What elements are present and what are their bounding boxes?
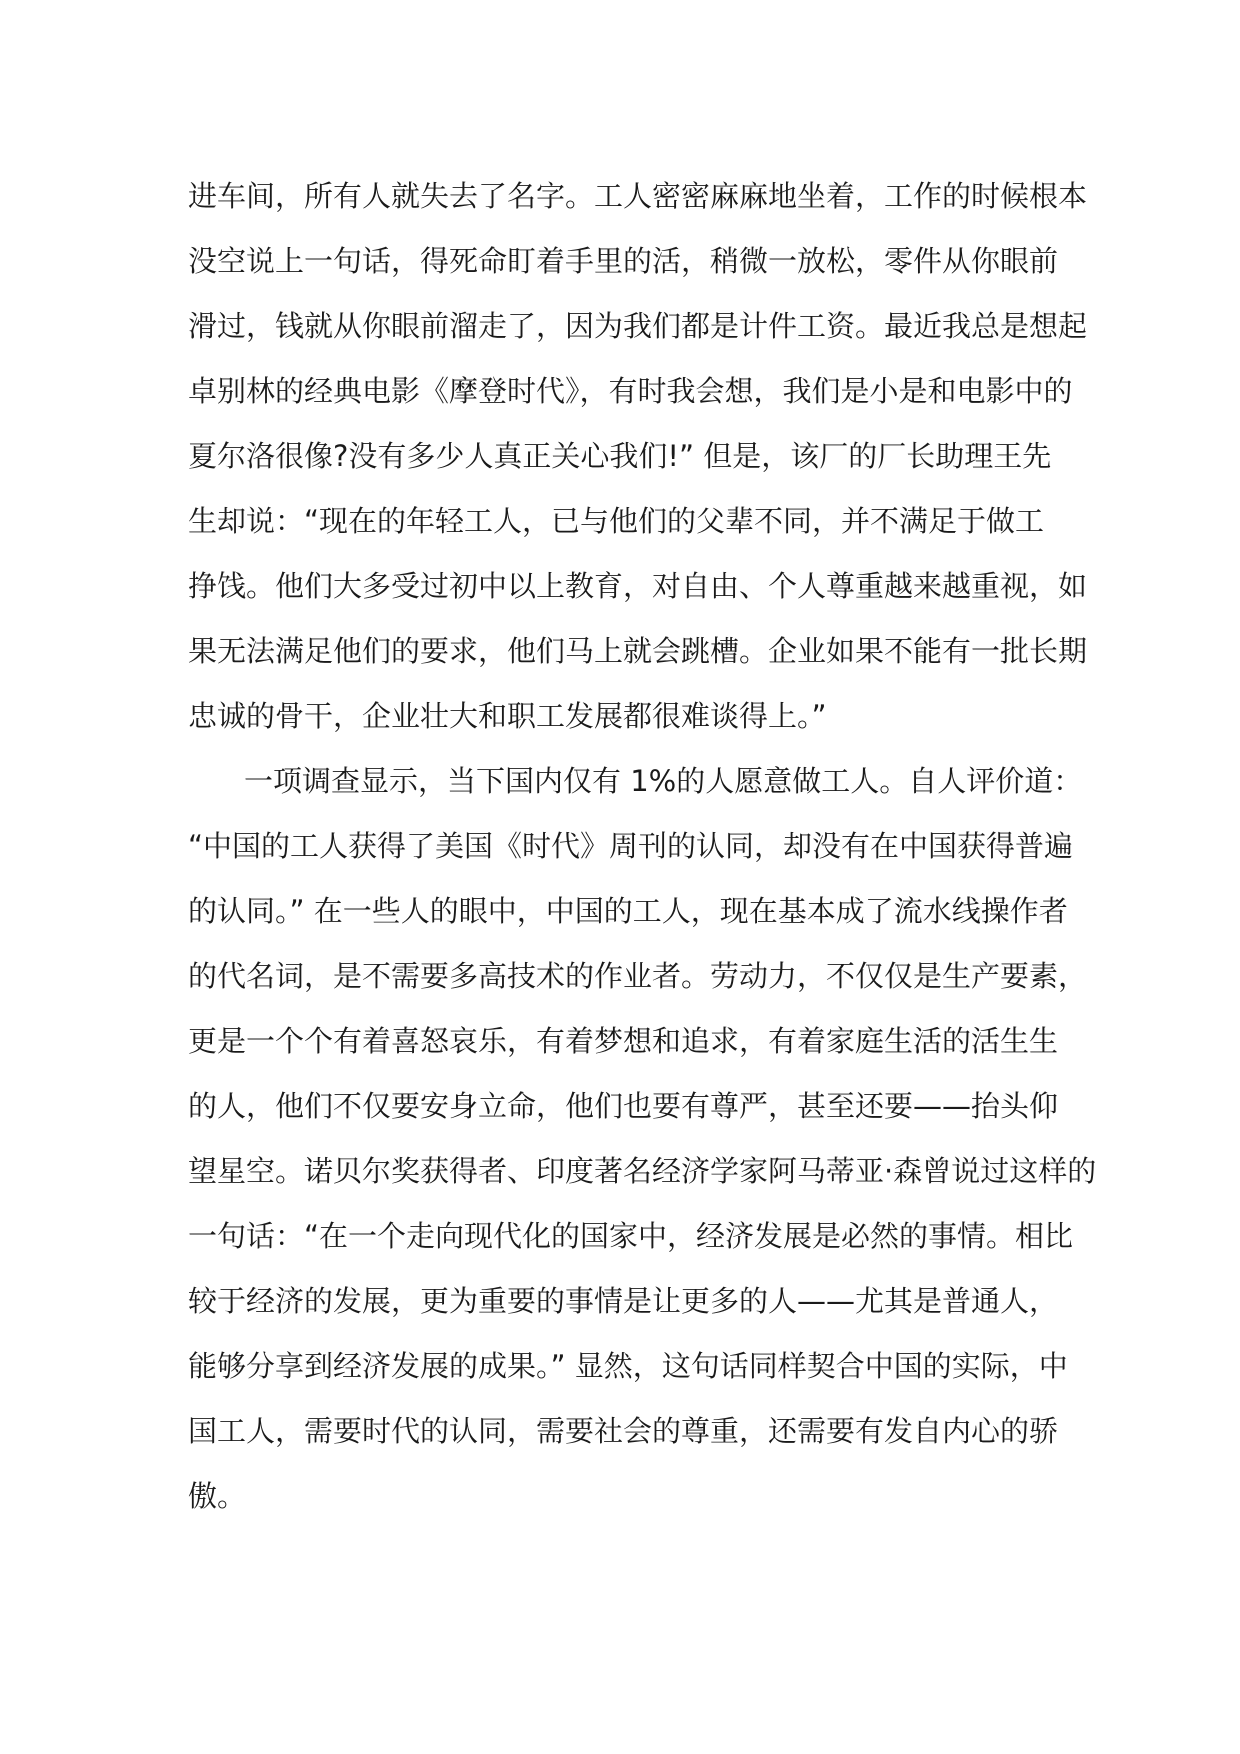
text-line: 的人，他们不仅要安身立命，他们也要有尊严，甚至还要——抬头仰 [188,1089,1059,1123]
text-line: 国工人，需要时代的认同，需要社会的尊重，还需要有发自内心的骄 [188,1414,1059,1448]
text-line: 挣饯。他们大多受过初中以上教育，对自由、个人尊重越来越重视，如 [188,569,1088,603]
text-line: 的代名词，是不需要多高技术的作业者。劳动力，不仅仅是生产要素， [188,959,1088,993]
text-line: 更是一个个有着喜怒哀乐，有着梦想和追求，有着家庭生活的活生生 [188,1024,1059,1058]
text-line: 卓别林的经典电影《摩登时代》，有时我会想，我们是小是和电影中的 [188,374,1073,408]
text-line: 一句话：“在一个走向现代化的国家中，经济发展是必然的事情。相比 [188,1219,1074,1253]
text-line: 没空说上一句话，得死命盯着手里的活，稍微一放松，零件从你眼前 [188,244,1059,278]
paragraph-start-line: 一项调查显示，当下国内仅有 1%的人愿意做工人。自人评价道： [244,764,1083,798]
text-line: 较于经济的发展，更为重要的事情是让更多的人——尤其是普通人， [188,1284,1059,1318]
text-line: 能够分享到经济发展的成果。” 显然，这句话同样契合中国的实际，中 [188,1349,1068,1383]
text-line: 夏尔洛很像?没有多少人真正关心我们!” 但是，该厂的厂长助理王先 [188,439,1052,473]
text-line: 滑过，钱就从你眼前溜走了，因为我们都是计件工资。最近我总是想起 [188,309,1088,343]
body-text [188,172,1097,1537]
text-line: 傲。 [188,1479,247,1513]
text-line: 忠诚的骨干，企业壮大和职工发展都很难谈得上。” [188,699,827,733]
text-line: 生却说：“现在的年轻工人，已与他们的父辈不同，并不满足于做工 [188,504,1045,538]
text-line: 的认同。” 在一些人的眼中，中国的工人，现在基本成了流水线操作者 [188,894,1068,928]
text-line: “中国的工人获得了美国《时代》周刊的认同，却没有在中国获得普遍 [188,829,1074,863]
text-line: 果无法满足他们的要求，他们马上就会跳槽。企业如果不能有一批长期 [188,634,1088,668]
text-line: 望星空。诺贝尔奖获得者、印度著名经济学家阿马蒂亚·森曾说过这样的 [188,1154,1097,1188]
text-line: 进车间，所有人就失去了名字。工人密密麻麻地坐着，工作的时候根本 [188,179,1088,213]
